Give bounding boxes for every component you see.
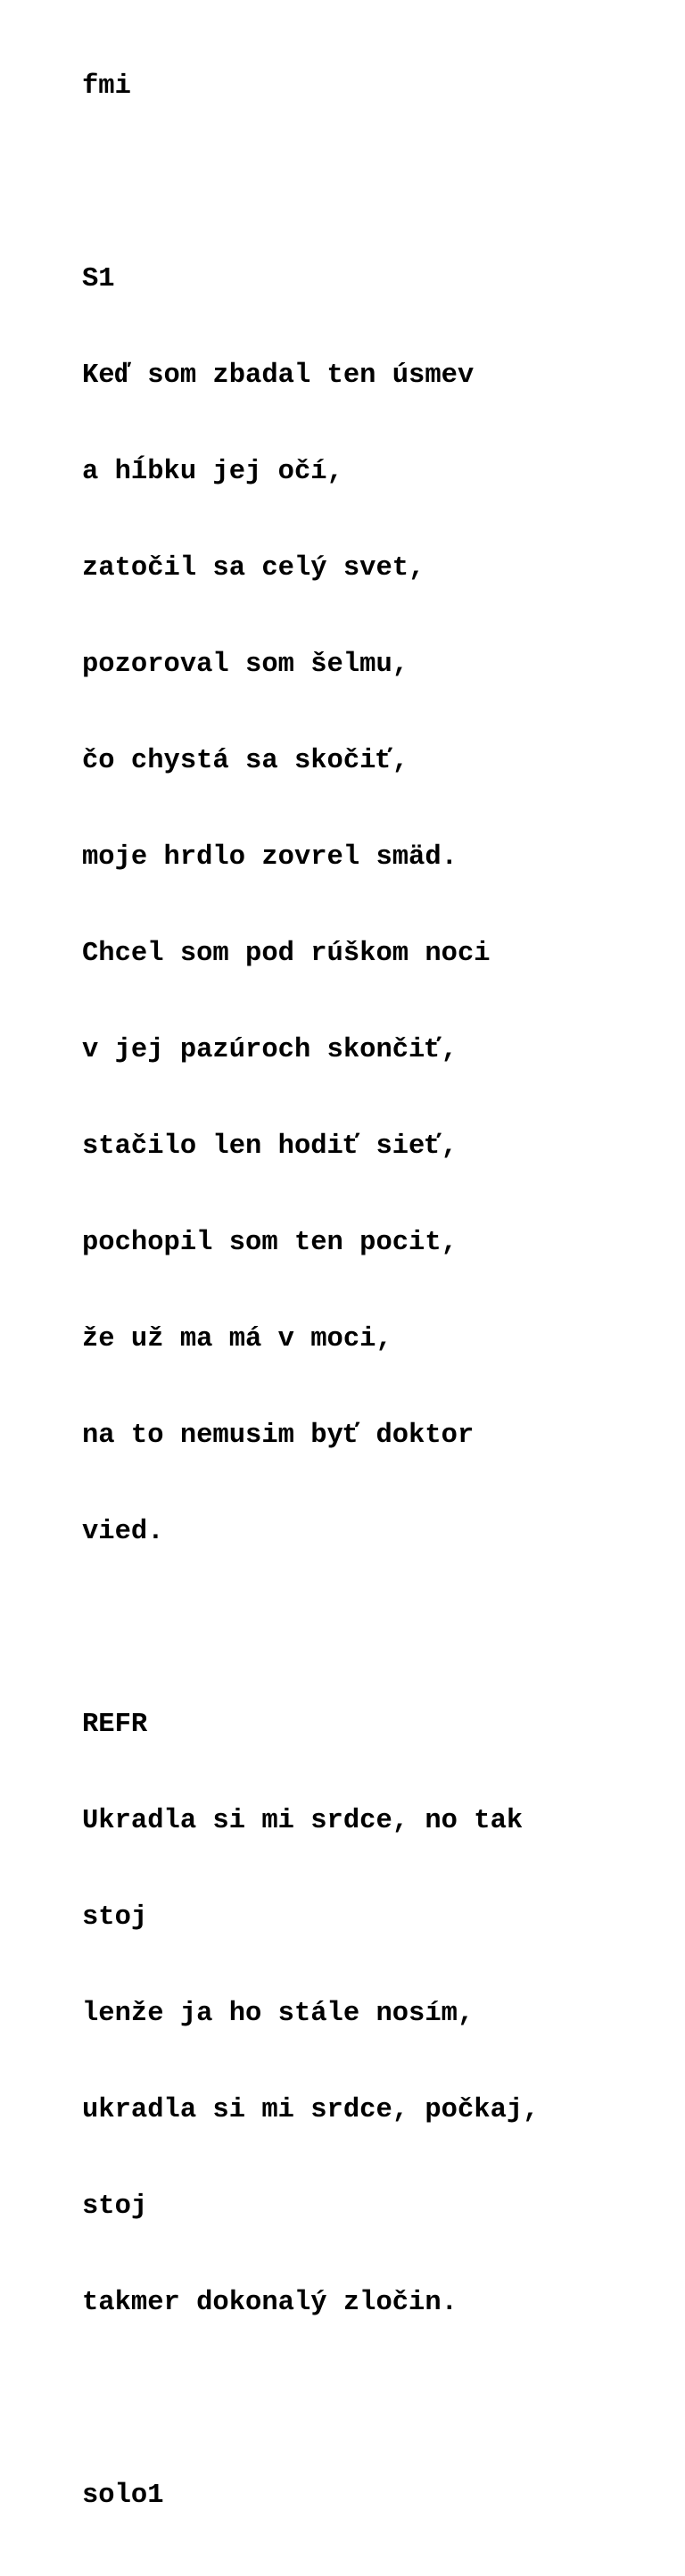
lyrics-text (82, 6, 539, 2576)
blank-line (82, 1612, 539, 1644)
section-label-refr: REFR (82, 1710, 148, 1740)
lyric-line: a hĺbku jej očí, (82, 457, 343, 487)
lyric-line: stoj (82, 2191, 148, 2222)
blank-line (82, 167, 539, 199)
lyric-line: čo chystá sa skočiť, (82, 746, 409, 776)
lyric-line: v jej pazúroch skončiť, (82, 1035, 458, 1065)
lyric-line: vied. (82, 1517, 164, 1547)
lyric-line: na to nemusim byť doktor (82, 1421, 475, 1451)
lyric-line: moje hrdlo zovrel smäd. (82, 842, 458, 873)
lyric-line: Chcel som pod rúškom noci (82, 939, 491, 969)
lyric-line: pochopil som ten pocit, (82, 1228, 458, 1258)
lyric-line: že už ma má v moci, (82, 1324, 392, 1354)
chord-label: fmi (82, 71, 131, 102)
lyric-line: stačilo len hodiť sieť, (82, 1131, 458, 1162)
blank-line (82, 2383, 539, 2415)
lyric-line: ukradla si mi srdce, počkaj, (82, 2095, 540, 2125)
lyric-line: takmer dokonalý zločin. (82, 2288, 458, 2318)
lyric-line: Keď som zbadal ten úsmev (82, 360, 475, 391)
section-label-s1: S1 (82, 264, 115, 294)
lyric-line: lenže ja ho stále nosím, (82, 1999, 475, 2029)
lyric-line: stoj (82, 1902, 148, 1933)
lyric-line: zatočil sa celý svet, (82, 553, 425, 584)
section-label-solo: solo1 (82, 2481, 164, 2511)
lyric-line: Ukradla si mi srdce, no tak (82, 1806, 524, 1836)
lyric-line: pozoroval som šelmu, (82, 650, 409, 680)
